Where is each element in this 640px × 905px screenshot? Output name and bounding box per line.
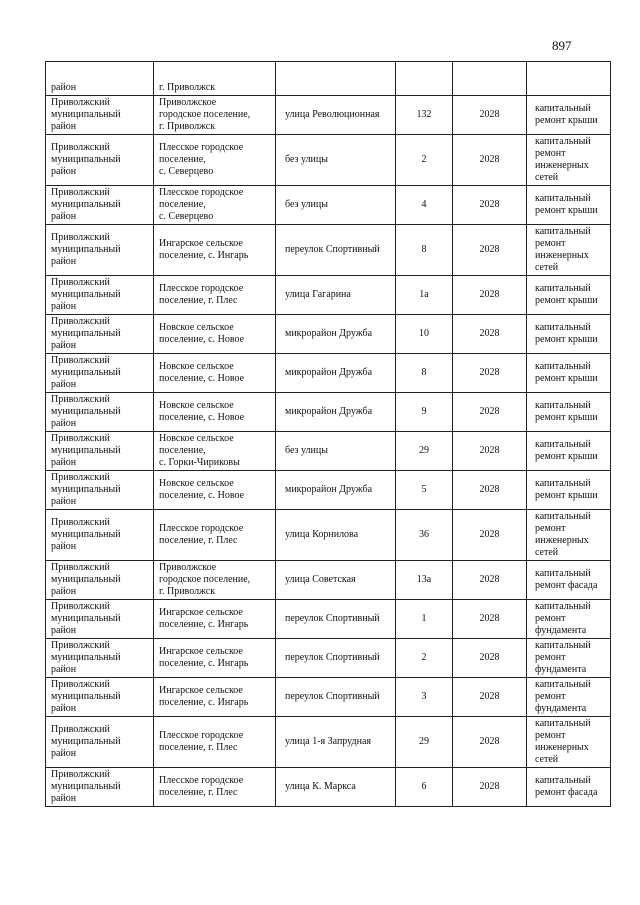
table-row bbox=[46, 471, 611, 510]
cell-year: 2028 bbox=[453, 354, 527, 393]
cell-district: Приволжский муниципальный район bbox=[46, 276, 154, 315]
cell-house: 1а bbox=[396, 276, 453, 315]
table-row bbox=[46, 135, 611, 186]
cell-year: 2028 bbox=[453, 276, 527, 315]
cell-year: 2028 bbox=[453, 225, 527, 276]
cell-house: 13а bbox=[396, 561, 453, 600]
cell-settlement: Плесское городское поселение, с. Северцево bbox=[154, 186, 276, 225]
cell-district: Приволжский муниципальный район bbox=[46, 186, 154, 225]
cell-house: 29 bbox=[396, 717, 453, 768]
table-row-continued bbox=[46, 62, 611, 96]
cell-year: 2028 bbox=[453, 135, 527, 186]
cell-house: 36 bbox=[396, 510, 453, 561]
cell-house: 2 bbox=[396, 135, 453, 186]
cell-district: Приволжский муниципальный район bbox=[46, 510, 154, 561]
cell-district: Приволжский муниципальный район bbox=[46, 678, 154, 717]
cell-work: капитальный ремонт инженерных сетей bbox=[527, 717, 611, 768]
cell-work: капитальный ремонт фасада bbox=[527, 768, 611, 807]
cell-settlement: Новское сельское поселение, с. Новое bbox=[154, 315, 276, 354]
cell-street: без улицы bbox=[276, 186, 396, 225]
cell-district: Приволжский муниципальный район bbox=[46, 717, 154, 768]
cell-work: капитальный ремонт крыши bbox=[527, 96, 611, 135]
cell-work: капитальный ремонт фундамента bbox=[527, 639, 611, 678]
cell-settlement: Новское сельское поселение, с. Новое bbox=[154, 354, 276, 393]
table-row bbox=[46, 354, 611, 393]
cell-street: микрорайон Дружба bbox=[276, 354, 396, 393]
cell-work: капитальный ремонт фундамента bbox=[527, 600, 611, 639]
table-row bbox=[46, 96, 611, 135]
cell-year: 2028 bbox=[453, 315, 527, 354]
cell-street: микрорайон Дружба bbox=[276, 393, 396, 432]
cell-district: Приволжский муниципальный район bbox=[46, 600, 154, 639]
cell-work: капитальный ремонт крыши bbox=[527, 186, 611, 225]
cell-year: 2028 bbox=[453, 561, 527, 600]
cell-street bbox=[276, 62, 396, 96]
table-row bbox=[46, 510, 611, 561]
table-row bbox=[46, 393, 611, 432]
cell-district: Приволжский муниципальный район bbox=[46, 225, 154, 276]
cell-year: 2028 bbox=[453, 768, 527, 807]
cell-street: переулок Спортивный bbox=[276, 639, 396, 678]
cell-street: без улицы bbox=[276, 432, 396, 471]
cell-house: 10 bbox=[396, 315, 453, 354]
cell-district: Приволжский муниципальный район bbox=[46, 432, 154, 471]
cell-settlement: Ингарское сельское поселение, с. Ингарь bbox=[154, 678, 276, 717]
cell-house: 1 bbox=[396, 600, 453, 639]
cell-street: переулок Спортивный bbox=[276, 225, 396, 276]
cell-work: капитальный ремонт крыши bbox=[527, 432, 611, 471]
cell-work: капитальный ремонт инженерных сетей bbox=[527, 510, 611, 561]
cell-settlement: Ингарское сельское поселение, с. Ингарь bbox=[154, 639, 276, 678]
cell-street: без улицы bbox=[276, 135, 396, 186]
cell-year: 2028 bbox=[453, 510, 527, 561]
cell-street: улица Советская bbox=[276, 561, 396, 600]
cell-house: 29 bbox=[396, 432, 453, 471]
cell-year: 2028 bbox=[453, 717, 527, 768]
cell-settlement: Ингарское сельское поселение, с. Ингарь bbox=[154, 225, 276, 276]
cell-settlement: Плесское городское поселение, г. Плес bbox=[154, 717, 276, 768]
table-row bbox=[46, 225, 611, 276]
repair-schedule-table bbox=[45, 61, 611, 807]
table-row bbox=[46, 186, 611, 225]
cell-settlement: Новское сельское поселение, с. Горки-Чириковы bbox=[154, 432, 276, 471]
cell-street: переулок Спортивный bbox=[276, 600, 396, 639]
cell-settlement: г. Приволжск bbox=[154, 62, 276, 96]
cell-year: 2028 bbox=[453, 678, 527, 717]
cell-street: улица Революционная bbox=[276, 96, 396, 135]
cell-settlement: Плесское городское поселение, с. Северцево bbox=[154, 135, 276, 186]
cell-year: 2028 bbox=[453, 639, 527, 678]
cell-district: Приволжский муниципальный район bbox=[46, 135, 154, 186]
cell-street: микрорайон Дружба bbox=[276, 471, 396, 510]
cell-work: капитальный ремонт крыши bbox=[527, 471, 611, 510]
cell-work: капитальный ремонт фасада bbox=[527, 561, 611, 600]
cell-house: 5 bbox=[396, 471, 453, 510]
cell-work bbox=[527, 62, 611, 96]
cell-street: улица Корнилова bbox=[276, 510, 396, 561]
cell-street: микрорайон Дружба bbox=[276, 315, 396, 354]
cell-year: 2028 bbox=[453, 600, 527, 639]
cell-year: 2028 bbox=[453, 96, 527, 135]
cell-house: 8 bbox=[396, 354, 453, 393]
cell-house: 6 bbox=[396, 768, 453, 807]
cell-street: улица К. Маркса bbox=[276, 768, 396, 807]
cell-district: Приволжский муниципальный район bbox=[46, 96, 154, 135]
cell-work: капитальный ремонт крыши bbox=[527, 393, 611, 432]
cell-settlement: Новское сельское поселение, с. Новое bbox=[154, 393, 276, 432]
page-number: 897 bbox=[552, 38, 572, 53]
cell-year: 2028 bbox=[453, 471, 527, 510]
cell-house bbox=[396, 62, 453, 96]
cell-house: 9 bbox=[396, 393, 453, 432]
table-row bbox=[46, 768, 611, 807]
cell-settlement: Плесское городское поселение, г. Плес bbox=[154, 276, 276, 315]
cell-year bbox=[453, 62, 527, 96]
cell-work: капитальный ремонт фундамента bbox=[527, 678, 611, 717]
table-row bbox=[46, 315, 611, 354]
table-row bbox=[46, 600, 611, 639]
cell-house: 132 bbox=[396, 96, 453, 135]
cell-year: 2028 bbox=[453, 186, 527, 225]
cell-district: Приволжский муниципальный район bbox=[46, 354, 154, 393]
table-row bbox=[46, 561, 611, 600]
cell-work: капитальный ремонт инженерных сетей bbox=[527, 225, 611, 276]
cell-district: Приволжский муниципальный район bbox=[46, 471, 154, 510]
cell-house: 8 bbox=[396, 225, 453, 276]
cell-house: 3 bbox=[396, 678, 453, 717]
cell-year: 2028 bbox=[453, 393, 527, 432]
cell-district: Приволжский муниципальный район bbox=[46, 315, 154, 354]
cell-street: улица 1-я Запрудная bbox=[276, 717, 396, 768]
cell-house: 2 bbox=[396, 639, 453, 678]
cell-settlement: Ингарское сельское поселение, с. Ингарь bbox=[154, 600, 276, 639]
cell-work: капитальный ремонт крыши bbox=[527, 354, 611, 393]
cell-district: Приволжский муниципальный район bbox=[46, 393, 154, 432]
cell-work: капитальный ремонт инженерных сетей bbox=[527, 135, 611, 186]
cell-street: переулок Спортивный bbox=[276, 678, 396, 717]
cell-work: капитальный ремонт крыши bbox=[527, 315, 611, 354]
cell-district: Приволжский муниципальный район bbox=[46, 768, 154, 807]
cell-settlement: Плесское городское поселение, г. Плес bbox=[154, 768, 276, 807]
table-row bbox=[46, 678, 611, 717]
cell-district: Приволжский муниципальный район bbox=[46, 639, 154, 678]
table-row bbox=[46, 432, 611, 471]
cell-settlement: Приволжское городское поселение, г. Приволжск bbox=[154, 561, 276, 600]
cell-district: район bbox=[46, 62, 154, 96]
cell-settlement: Плесское городское поселение, г. Плес bbox=[154, 510, 276, 561]
table-row bbox=[46, 639, 611, 678]
table-row bbox=[46, 276, 611, 315]
cell-year: 2028 bbox=[453, 432, 527, 471]
table-row bbox=[46, 717, 611, 768]
table-body bbox=[46, 62, 611, 807]
cell-settlement: Новское сельское поселение, с. Новое bbox=[154, 471, 276, 510]
cell-settlement: Приволжское городское поселение, г. Приволжск bbox=[154, 96, 276, 135]
cell-house: 4 bbox=[396, 186, 453, 225]
cell-district: Приволжский муниципальный район bbox=[46, 561, 154, 600]
cell-street: улица Гагарина bbox=[276, 276, 396, 315]
cell-work: капитальный ремонт крыши bbox=[527, 276, 611, 315]
